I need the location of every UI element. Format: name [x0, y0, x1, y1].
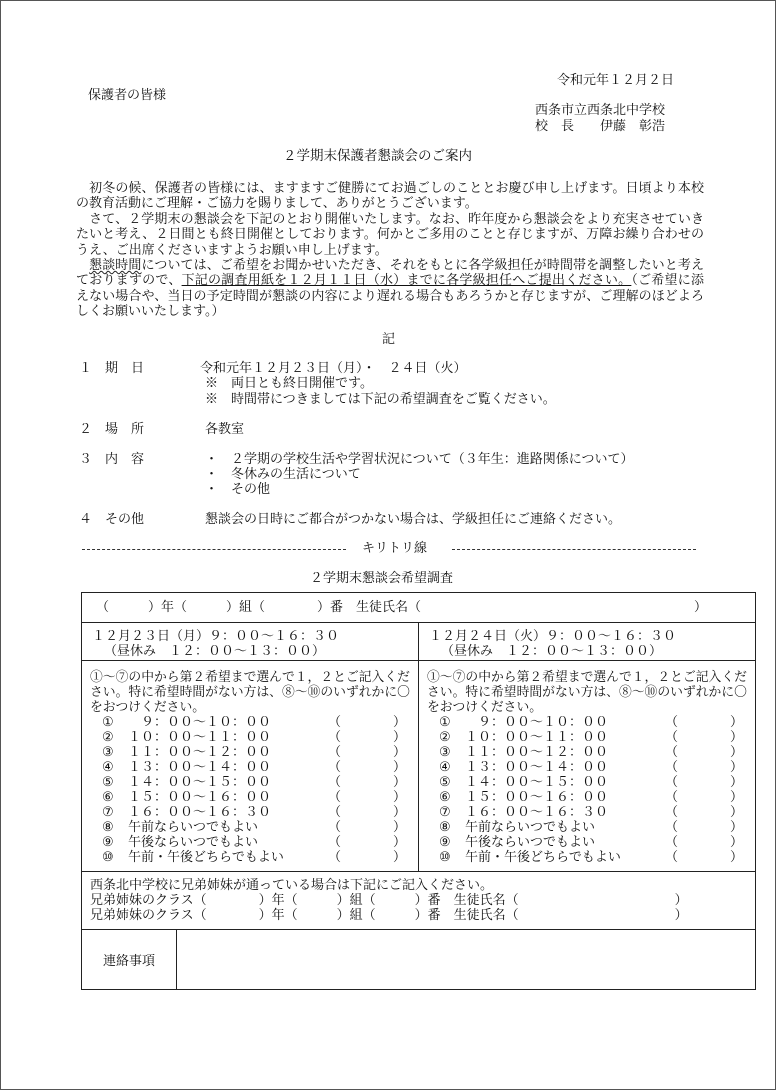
option-label: 午後ならいつでもよい — [465, 835, 596, 850]
day1-break: （昼休み １２：００～１３：００） — [104, 644, 326, 659]
paragraph-greeting — [76, 181, 704, 212]
option-row — [439, 745, 755, 760]
option-row — [102, 715, 418, 730]
option-answer-field[interactable]: （ ） — [665, 775, 744, 790]
option-row — [102, 805, 418, 820]
option-number: ② — [102, 730, 114, 745]
item-2-line-1: 各教室 — [205, 422, 245, 437]
p3-deadline-notice: 下記の調査用紙を１２月１１日（水）までに各学級担任へご提出ください。 — [181, 273, 632, 289]
option-number: ⑩ — [439, 850, 451, 865]
option-number: ⑧ — [439, 820, 451, 835]
school-name: 西条市立西条北中学校 — [535, 103, 666, 118]
option-label: １４：００～１５：００ — [465, 775, 609, 790]
contact-label-cell — [82, 930, 177, 989]
day2-option-list — [419, 715, 755, 865]
option-answer-field[interactable]: （ ） — [665, 835, 744, 850]
option-answer-field[interactable]: （ ） — [665, 715, 744, 730]
day2-options — [419, 661, 756, 872]
option-row — [439, 850, 755, 865]
item-4-line-1: 懇談会の日時にご都合がつかない場合は、学級担任にご連絡ください。 — [205, 512, 622, 527]
option-answer-field[interactable]: （ ） — [665, 730, 744, 745]
paragraph-announcement — [76, 212, 704, 258]
day1-option-list — [82, 715, 418, 865]
day2-header — [419, 623, 756, 661]
contact-row — [82, 930, 756, 990]
option-label: １５：００～１６：００ — [128, 790, 272, 805]
option-answer-field[interactable]: （ ） — [665, 760, 744, 775]
option-label: ９：００～１０：００ — [128, 715, 272, 730]
option-answer-field[interactable]: （ ） — [665, 850, 744, 865]
option-row — [102, 790, 418, 805]
option-row — [102, 820, 418, 835]
option-answer-field[interactable]: （ ） — [328, 760, 407, 775]
option-label: １１：００～１２：００ — [465, 745, 609, 760]
survey-form — [81, 592, 756, 990]
item-3-line-1: ・ ２学期の学校生活や学習状況について（３年生：進路関係について） — [205, 452, 634, 467]
sibling-section — [82, 872, 756, 930]
option-label: ９：００～１０：００ — [465, 715, 609, 730]
option-number: ② — [439, 730, 451, 745]
student-info-row — [82, 593, 756, 623]
item-1-line-3: ※ 時間帯につきましては下記の希望調査をご覧ください。 — [205, 392, 556, 407]
option-number: ⑥ — [439, 790, 451, 805]
option-answer-field[interactable]: （ ） — [665, 790, 744, 805]
option-label: 午後ならいつでもよい — [128, 835, 259, 850]
item-1-number: １ — [79, 361, 93, 376]
item-3-line-3: ・ その他 — [205, 482, 271, 497]
p3-indent — [76, 258, 89, 273]
option-answer-field[interactable]: （ ） — [328, 820, 407, 835]
principal-name: 校 長 伊藤 彰浩 — [535, 119, 666, 134]
option-row — [439, 715, 755, 730]
option-label: 午前ならいつでもよい — [465, 820, 596, 835]
option-number: ⑥ — [102, 790, 114, 805]
paragraph-greeting-text: 初冬の候、保護者の皆様には、ますますご健勝にてお過ごしのこととお慶び申し上げます。日頃より本校の教育活動にご理解・ご協力を賜りまして、ありがとうございます。 — [76, 181, 704, 212]
item-2-number: ２ — [79, 422, 93, 437]
sibling-line-2[interactable]: 兄弟姉妹のクラス（ ）年（ ）組（ ）番 生徒氏名（ ） — [90, 908, 688, 923]
option-answer-field[interactable]: （ ） — [328, 850, 407, 865]
option-label: １１：００～１２：００ — [128, 745, 272, 760]
option-number: ① — [102, 715, 114, 730]
paragraph-announcement-text: さて、２学期末の懇談会を下記のとおり開催いたします。なお、昨年度から懇談会をより充実させていきたいと考え、２日間とも終日開催としております。何かとご多用のことと存じますが、万障お繰り合わせのうえ、ご出席くださいますようお願い申し上げます。 — [76, 212, 704, 258]
option-row — [102, 760, 418, 775]
option-row — [102, 775, 418, 790]
option-number: ③ — [439, 745, 451, 760]
option-number: ⑩ — [102, 850, 114, 865]
item-4-number: ４ — [79, 512, 93, 527]
option-row — [439, 835, 755, 850]
option-label: １４：００～１５：００ — [128, 775, 272, 790]
item-1-label: 期 日 — [105, 361, 145, 376]
option-number: ⑦ — [439, 805, 451, 820]
paragraph-survey-request — [76, 258, 704, 319]
option-answer-field[interactable]: （ ） — [665, 745, 744, 760]
option-answer-field[interactable]: （ ） — [328, 805, 407, 820]
day1-header — [82, 623, 419, 661]
sibling-note: 西条北中学校に兄弟姉妹が通っている場合は下記にご記入ください。 — [90, 878, 494, 893]
option-label: １６：００～１６：３０ — [128, 805, 272, 820]
option-label: １５：００～１６：００ — [465, 790, 609, 805]
day2-instruction: ①～⑦の中から第２希望まで選んで１，２とご記入ください。特に希望時間がない方は、⑧～⑩のいずれかに〇をおつけください。 — [427, 670, 747, 715]
option-answer-field[interactable]: （ ） — [328, 745, 407, 760]
option-row — [439, 805, 755, 820]
option-row — [102, 835, 418, 850]
item-3-number: ３ — [79, 452, 93, 467]
item-3-label: 内 容 — [105, 452, 145, 467]
cut-line-label: キリトリ線 — [362, 541, 428, 556]
option-number: ⑨ — [439, 835, 451, 850]
option-number: ⑦ — [102, 805, 114, 820]
option-row — [102, 745, 418, 760]
option-answer-field[interactable]: （ ） — [665, 820, 744, 835]
option-row — [439, 820, 755, 835]
day2-break: （昼休み １２：００～１３：００） — [441, 644, 663, 659]
option-number: ④ — [102, 760, 114, 775]
option-number: ⑨ — [102, 835, 114, 850]
addressee: 保護者の皆様 — [88, 88, 167, 103]
option-label: １３：００～１４：００ — [128, 760, 272, 775]
item-4-label: その他 — [105, 512, 145, 527]
option-label: １６：００～１６：３０ — [465, 805, 609, 820]
option-number: ① — [439, 715, 451, 730]
ki-heading: 記 — [382, 332, 396, 347]
p3-wavy-term: 懇談時間 — [89, 258, 142, 273]
option-row — [102, 730, 418, 745]
contact-field[interactable] — [177, 930, 755, 989]
option-label: 午前ならいつでもよい — [128, 820, 259, 835]
day1-instruction: ①～⑦の中から第２希望まで選んで１，２とご記入ください。特に希望時間がない方は、⑧～⑩のいずれかに〇をおつけください。 — [90, 670, 410, 715]
option-number: ④ — [439, 760, 451, 775]
day1-date: １２月２３日（月）９：００～１６：３０ — [92, 629, 340, 644]
item-2-label: 場 所 — [105, 422, 145, 437]
sibling-line-1[interactable]: 兄弟姉妹のクラス（ ）年（ ）組（ ）番 生徒氏名（ ） — [90, 893, 688, 908]
option-answer-field[interactable]: （ ） — [328, 835, 407, 850]
option-answer-field[interactable]: （ ） — [328, 790, 407, 805]
day1-options — [82, 661, 419, 872]
p3-note: （ご希望に添えない場合や、当日の予定時間が懇談の内容により遅れる場合もあろうかと存じますが、ご理解のほどよろしくお願いいたします。） — [76, 273, 704, 319]
option-row — [439, 730, 755, 745]
p3-text: については、ご希望をお聞かせいただき、それをもとに各学級担任が時間帯を調整したいと考えておりますので、 — [76, 258, 704, 289]
option-row — [439, 760, 755, 775]
item-1-line-1: 令和元年１２月２３日（月）・ ２４日（火） — [200, 361, 467, 376]
contact-label: 連絡事項 — [102, 954, 155, 969]
cut-line-dash-right — [452, 549, 696, 550]
student-info-field[interactable]: （ ）年（ ）組（ ）番 生徒氏名（ ） — [96, 600, 708, 615]
item-3-line-2: ・ 冬休みの生活について — [205, 467, 361, 482]
option-label: １０：００～１１：００ — [465, 730, 609, 745]
option-label: １３：００～１４：００ — [465, 760, 609, 775]
day2-date: １２月２４日（火）９：００～１６：３０ — [429, 629, 677, 644]
option-answer-field[interactable]: （ ） — [328, 775, 407, 790]
option-answer-field[interactable]: （ ） — [328, 730, 407, 745]
option-row — [439, 775, 755, 790]
survey-title: ２学期末懇談会希望調査 — [310, 571, 454, 586]
option-number: ⑤ — [439, 775, 451, 790]
option-label: 午前・午後どちらでもよい — [128, 850, 284, 865]
page-title: ２学期末保護者懇談会のご案内 — [283, 148, 472, 164]
option-number: ⑤ — [102, 775, 114, 790]
issue-date: 令和元年１２月２日 — [557, 73, 675, 88]
option-row — [439, 790, 755, 805]
option-row — [102, 850, 418, 865]
option-answer-field[interactable]: （ ） — [665, 805, 744, 820]
cut-line — [82, 541, 696, 557]
item-1-line-2: ※ 両日とも終日開催です。 — [205, 376, 373, 391]
cut-line-dash-left — [82, 549, 346, 550]
option-number: ③ — [102, 745, 114, 760]
option-label: 午前・午後どちらでもよい — [465, 850, 621, 865]
option-number: ⑧ — [102, 820, 114, 835]
option-answer-field[interactable]: （ ） — [328, 715, 407, 730]
option-label: １０：００～１１：００ — [128, 730, 272, 745]
